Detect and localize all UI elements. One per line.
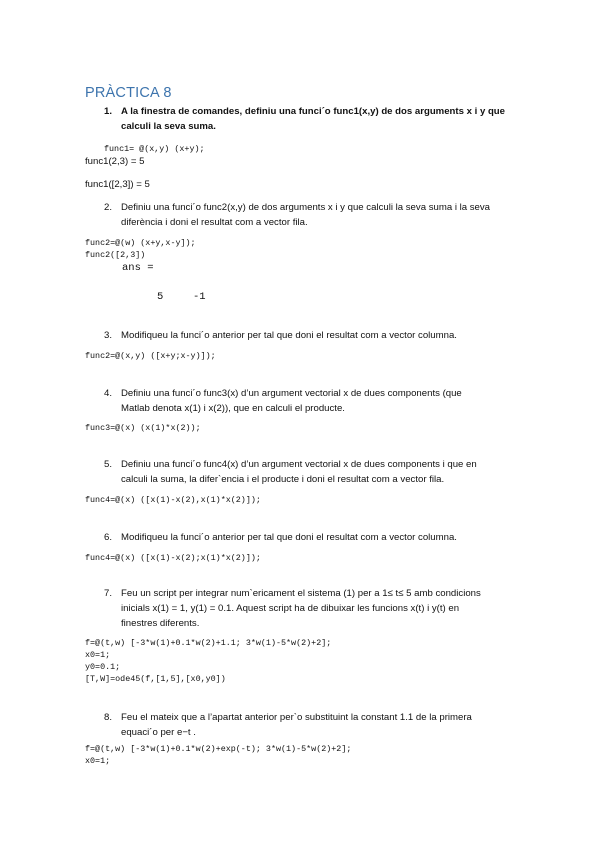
exercise-number: 3. (104, 330, 113, 341)
exercise-text-line: finestres diferents. (121, 618, 200, 629)
exercise-number: 1. (104, 106, 113, 117)
exercise-text-line: Feu el mateix que a l’apartat anterior per`o substituint la constant 1.1 de la primera (121, 712, 472, 723)
exercise-text-line: Definiu una funci´o func3(x) d’un argument vectorial x de dues components (que (121, 388, 462, 399)
exercise-number: 8. (104, 712, 113, 723)
exercise-text-line: inicials x(1) = 1, y(1) = 0.1. Aquest script ha de dibuixar les funcions x(t) i y(t) en (121, 603, 460, 614)
ans-value: 5 (157, 291, 164, 303)
exercise-number: 5. (104, 459, 113, 470)
code-line: func2=@(x,y) ([x+y;x-y)]); (85, 351, 216, 361)
exercise-text-line: equaci´o per e−t . (121, 727, 196, 738)
exercise-text-line: A la finestra de comandes, definiu una funci´o func1(x,y) de dos arguments x i y que (121, 106, 505, 117)
ans-value: -1 (193, 291, 206, 303)
exercise-text-line: Modifiqueu la funci´o anterior per tal que doni el resultat com a vector columna. (121, 532, 457, 543)
code-line: func2=@(w) (x+y,x-y]); (85, 238, 196, 248)
exercise-text-line: Matlab denota x(1) i x(2)), que en calculi el producte. (121, 403, 345, 414)
exercise-number: 6. (104, 532, 113, 543)
exercise-text-line: Definiu una funci´o func4(x) d’un argument vectorial x de dues components i que en (121, 459, 477, 470)
exercise-text-line: Feu un script per integrar num`ericament el sistema (1) per a 1≤ t≤ 5 amb condicions (121, 588, 481, 599)
ans-label: ans = (122, 262, 154, 274)
code-line: func1= @(x,y) (x+y); (104, 144, 205, 154)
exercise-text-line: Definiu una funci´o func2(x,y) de dos arguments x i y que calculi la seva suma i la seva (121, 202, 491, 213)
exercise-text-line: calculi la suma, la difer`encia i el producte i doni el resultat com a vector fila. (121, 474, 445, 485)
code-line: f=@(t,w) [-3*w(1)+0.1*w(2)+exp(-t); 3*w(1)-5*w(2)+2]; (85, 744, 352, 754)
exercise-text-line: calculi la seva suma. (121, 121, 216, 132)
result-line: func1([2,3]) = 5 (85, 179, 150, 190)
page-title: PRÀCTICA 8 (85, 85, 172, 101)
exercise-number: 2. (104, 202, 113, 213)
code-line: y0=0.1; (85, 662, 121, 672)
code-line: func4=@(x) ([x(1)-x(2),x(1)*x(2)]); (85, 495, 261, 505)
result-line: func1(2,3) = 5 (85, 156, 145, 167)
code-line: [T,W]=ode45(f,[1,5],[x0,y0]) (85, 674, 226, 684)
exercise-number: 7. (104, 588, 113, 599)
code-line: x0=1; (85, 650, 111, 660)
code-line: func4=@(x) ([x(1)-x(2);x(1)*x(2)]); (85, 553, 261, 563)
exercise-text-line: diferència i doni el resultat com a vector fila. (121, 217, 308, 228)
code-line: func2([2,3]) (85, 250, 146, 260)
exercise-text-line: Modifiqueu la funci´o anterior per tal que doni el resultat com a vector columna. (121, 330, 457, 341)
code-line: f=@(t,w) [-3*w(1)+0.1*w(2)+1.1; 3*w(1)-5*w(2)+2]; (85, 638, 332, 648)
code-line: x0=1; (85, 756, 111, 766)
code-line: func3=@(x) (x(1)*x(2)); (85, 423, 201, 433)
exercise-number: 4. (104, 388, 113, 399)
